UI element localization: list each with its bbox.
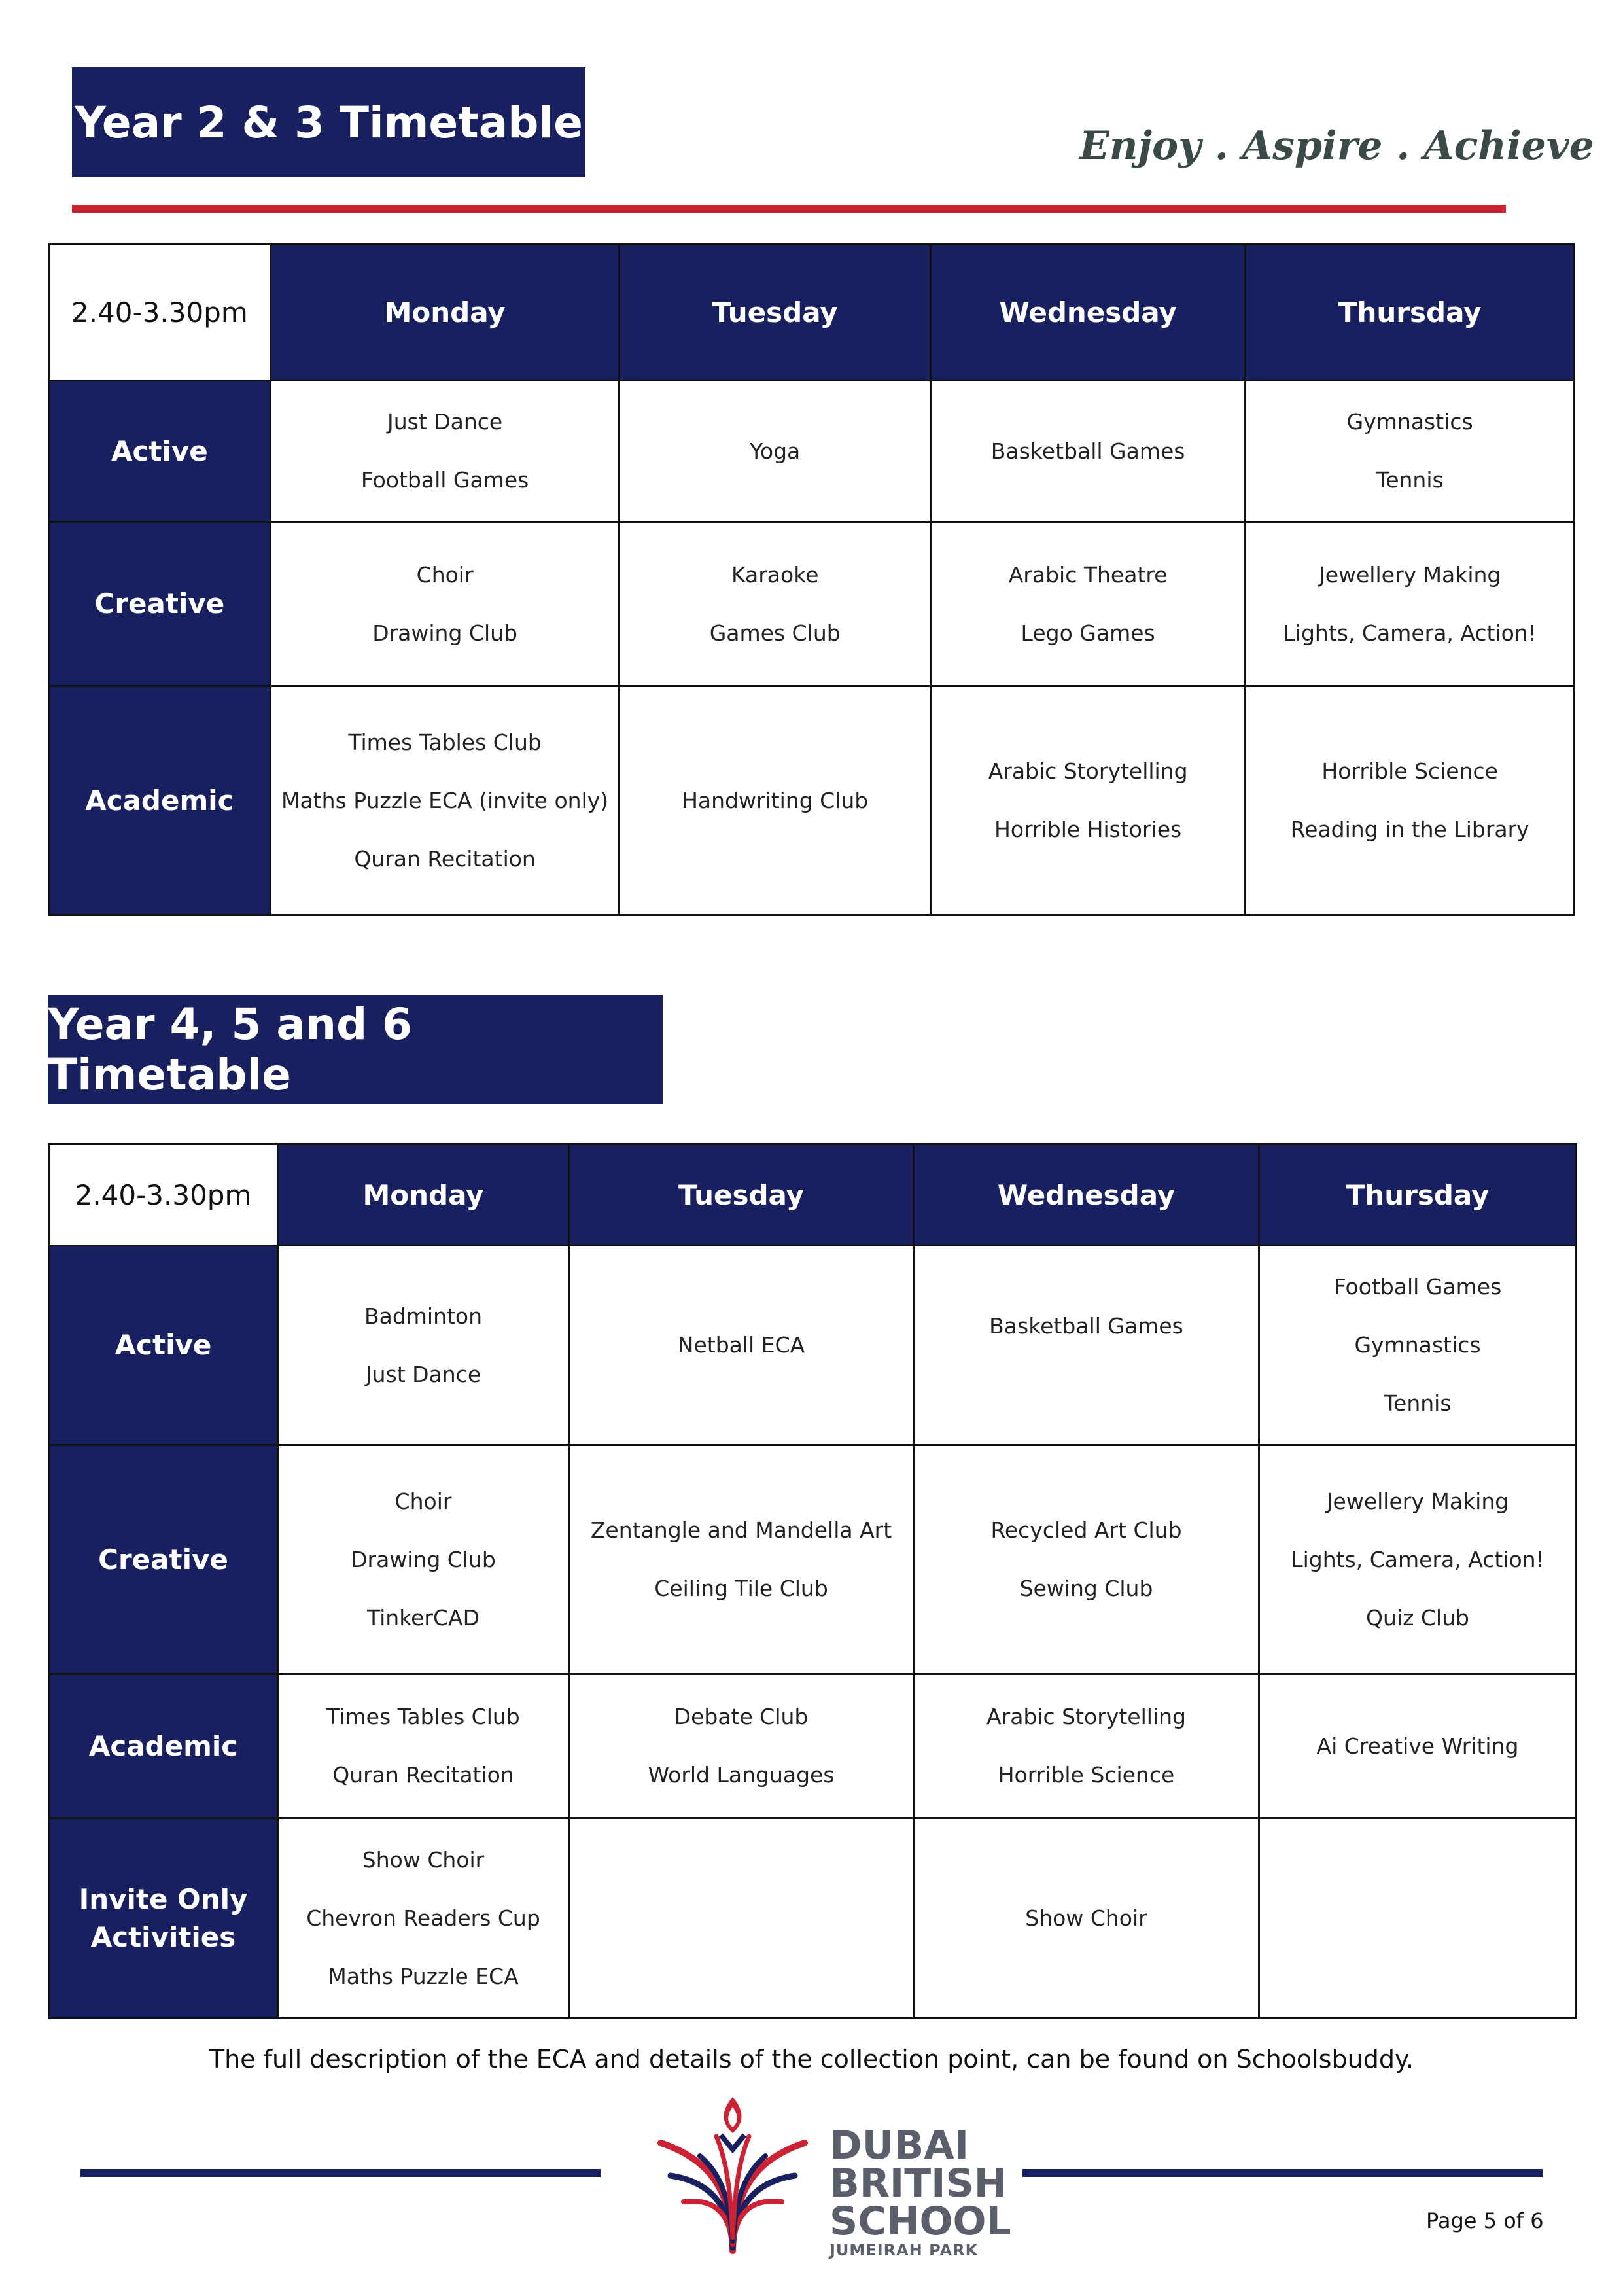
- activity-cell: [914, 1818, 1259, 2019]
- header-divider: [72, 205, 1506, 213]
- activity-cell: [914, 1445, 1259, 1674]
- activity-name: Gymnastics: [1346, 409, 1473, 434]
- day-header-wednesday: Wednesday: [930, 245, 1245, 381]
- activity-name: Choir: [416, 561, 474, 588]
- day-header-thursday: Thursday: [1259, 1144, 1577, 1246]
- activity-name: Lego Games: [1021, 620, 1155, 646]
- activity-cell: [930, 686, 1245, 915]
- activity-name: Show Choir: [362, 1846, 485, 1873]
- activity-name: Horrible Science: [998, 1762, 1175, 1788]
- activity-name: Drawing Club: [372, 620, 517, 646]
- activity-cell: [569, 1246, 914, 1445]
- activity-cell: [270, 686, 620, 915]
- activity-name: Karaoke: [731, 561, 819, 588]
- page-number: Page 5 of 6: [1426, 2208, 1544, 2233]
- activity-name: Just Dance: [387, 409, 503, 434]
- footer-line-left: [80, 2169, 601, 2177]
- activity-name: Quran Recitation: [332, 1762, 514, 1788]
- activity-name: Just Dance: [365, 1361, 481, 1387]
- row-header-academic: Academic: [49, 1674, 278, 1818]
- activity-cell: [914, 1246, 1259, 1445]
- activity-name: Zentangle and Mandella Art: [590, 1517, 892, 1543]
- year-4-5-6-timetable-title: Year 4, 5 and 6 Timetable: [48, 995, 663, 1104]
- activity-name: Choir: [394, 1488, 452, 1514]
- activity-name: Tennis: [1376, 467, 1444, 493]
- year-4-5-6-timetable: [48, 1143, 1577, 2019]
- activity-name: Badminton: [364, 1303, 483, 1329]
- activity-cell: [930, 381, 1245, 522]
- school-name-line: DUBAI: [829, 2123, 969, 2168]
- row-header-active: Active: [49, 1246, 278, 1445]
- activity-name: Maths Puzzle ECA: [328, 1963, 519, 1989]
- activity-name: Tennis: [1384, 1390, 1452, 1416]
- activity-cell: [620, 686, 930, 915]
- activity-name: Jewellery Making: [1318, 561, 1501, 588]
- row-header-academic: Academic: [49, 686, 271, 915]
- activity-cell: [914, 1674, 1259, 1818]
- row-header-active: Active: [49, 381, 271, 522]
- activity-cell: [270, 381, 620, 522]
- day-header-tuesday: Tuesday: [569, 1144, 914, 1246]
- activity-cell: [278, 1246, 569, 1445]
- activity-name: Handwriting Club: [682, 787, 869, 813]
- row-header-creative: Creative: [49, 522, 271, 686]
- activity-name: Arabic Storytelling: [986, 1704, 1186, 1729]
- activity-name: Times Tables Club: [348, 729, 542, 755]
- activity-cell: [1259, 1674, 1577, 1818]
- activity-cell: [620, 381, 930, 522]
- year-2-3-timetable-title: Year 2 & 3 Timetable: [72, 67, 585, 177]
- activity-name: Football Games: [1333, 1274, 1502, 1299]
- activity-name: Jewellery Making: [1326, 1488, 1509, 1514]
- day-header-wednesday: Wednesday: [914, 1144, 1259, 1246]
- activity-cell: [930, 522, 1245, 686]
- activity-name: Drawing Club: [351, 1546, 496, 1572]
- activity-name: Netball ECA: [677, 1332, 805, 1358]
- activity-name: Horrible Histories: [994, 817, 1182, 842]
- activity-cell: [1259, 1246, 1577, 1445]
- school-name-line: BRITISH: [829, 2161, 1007, 2206]
- activity-cell: [1246, 522, 1575, 686]
- activity-name: Basketball Games: [990, 438, 1185, 464]
- activity-name: Arabic Storytelling: [988, 758, 1188, 784]
- activity-name: Reading in the Library: [1290, 817, 1529, 842]
- activity-name: Gymnastics: [1354, 1332, 1481, 1358]
- activity-name: Quiz Club: [1366, 1604, 1469, 1631]
- day-header-monday: Monday: [278, 1144, 569, 1246]
- row-header-creative: Creative: [49, 1445, 278, 1674]
- activity-name: Chevron Readers Cup: [306, 1905, 540, 1931]
- activity-name: Show Choir: [1025, 1905, 1147, 1931]
- day-header-thursday: Thursday: [1246, 245, 1575, 381]
- activity-name: Maths Puzzle ECA (invite only): [281, 787, 609, 813]
- activity-name: Sewing Club: [1019, 1576, 1153, 1601]
- day-header-tuesday: Tuesday: [620, 245, 930, 381]
- activity-name: Basketball Games: [989, 1313, 1183, 1339]
- activity-cell: [1246, 686, 1575, 915]
- activity-name: Lights, Camera, Action!: [1283, 620, 1537, 646]
- activity-name: Horrible Science: [1321, 758, 1498, 784]
- time-slot-cell: 2.40-3.30pm: [49, 245, 271, 381]
- activity-name: Times Tables Club: [326, 1704, 520, 1729]
- activity-cell: [1246, 381, 1575, 522]
- footer-line-right: [1022, 2169, 1543, 2177]
- activity-cell: [270, 522, 620, 686]
- activity-name: World Languages: [648, 1762, 835, 1788]
- activity-cell-empty: [1259, 1818, 1577, 2019]
- activity-cell: [569, 1445, 914, 1674]
- activity-name: Ceiling Tile Club: [654, 1576, 828, 1601]
- activity-name: Debate Club: [674, 1704, 809, 1729]
- time-slot-cell: 2.40-3.30pm: [49, 1144, 278, 1246]
- activity-name: Recycled Art Club: [990, 1517, 1182, 1543]
- schoolsbuddy-note: The full description of the ECA and details of the collection point, can be found on Schoolsbuddy.: [209, 2045, 1414, 2074]
- activity-name: TinkerCAD: [366, 1604, 480, 1631]
- activity-name: Games Club: [709, 620, 841, 646]
- activity-name: Quran Recitation: [354, 845, 536, 872]
- activity-name: Lights, Camera, Action!: [1291, 1546, 1544, 1572]
- activity-cell: [278, 1674, 569, 1818]
- activity-cell: [278, 1818, 569, 2019]
- day-header-monday: Monday: [270, 245, 620, 381]
- school-logo-icon: [648, 2084, 818, 2257]
- school-campus: JUMEIRAH PARK: [829, 2241, 979, 2259]
- row-header-invite-only: Invite Only Activities: [49, 1818, 278, 2019]
- activity-cell: [278, 1445, 569, 1674]
- activity-name: Yoga: [750, 438, 801, 464]
- activity-cell: [620, 522, 930, 686]
- school-motto: Enjoy . Aspire . Achieve: [1079, 123, 1594, 169]
- school-name-line: SCHOOL: [829, 2199, 1011, 2244]
- school-name: [829, 2123, 1011, 2260]
- activity-name: Football Games: [360, 467, 529, 493]
- activity-cell-empty: [569, 1818, 914, 2019]
- activity-cell: [1259, 1445, 1577, 1674]
- activity-name: Ai Creative Writing: [1316, 1733, 1519, 1759]
- activity-cell: [569, 1674, 914, 1818]
- activity-name: Arabic Theatre: [1008, 561, 1168, 588]
- year-2-3-timetable: [48, 243, 1575, 916]
